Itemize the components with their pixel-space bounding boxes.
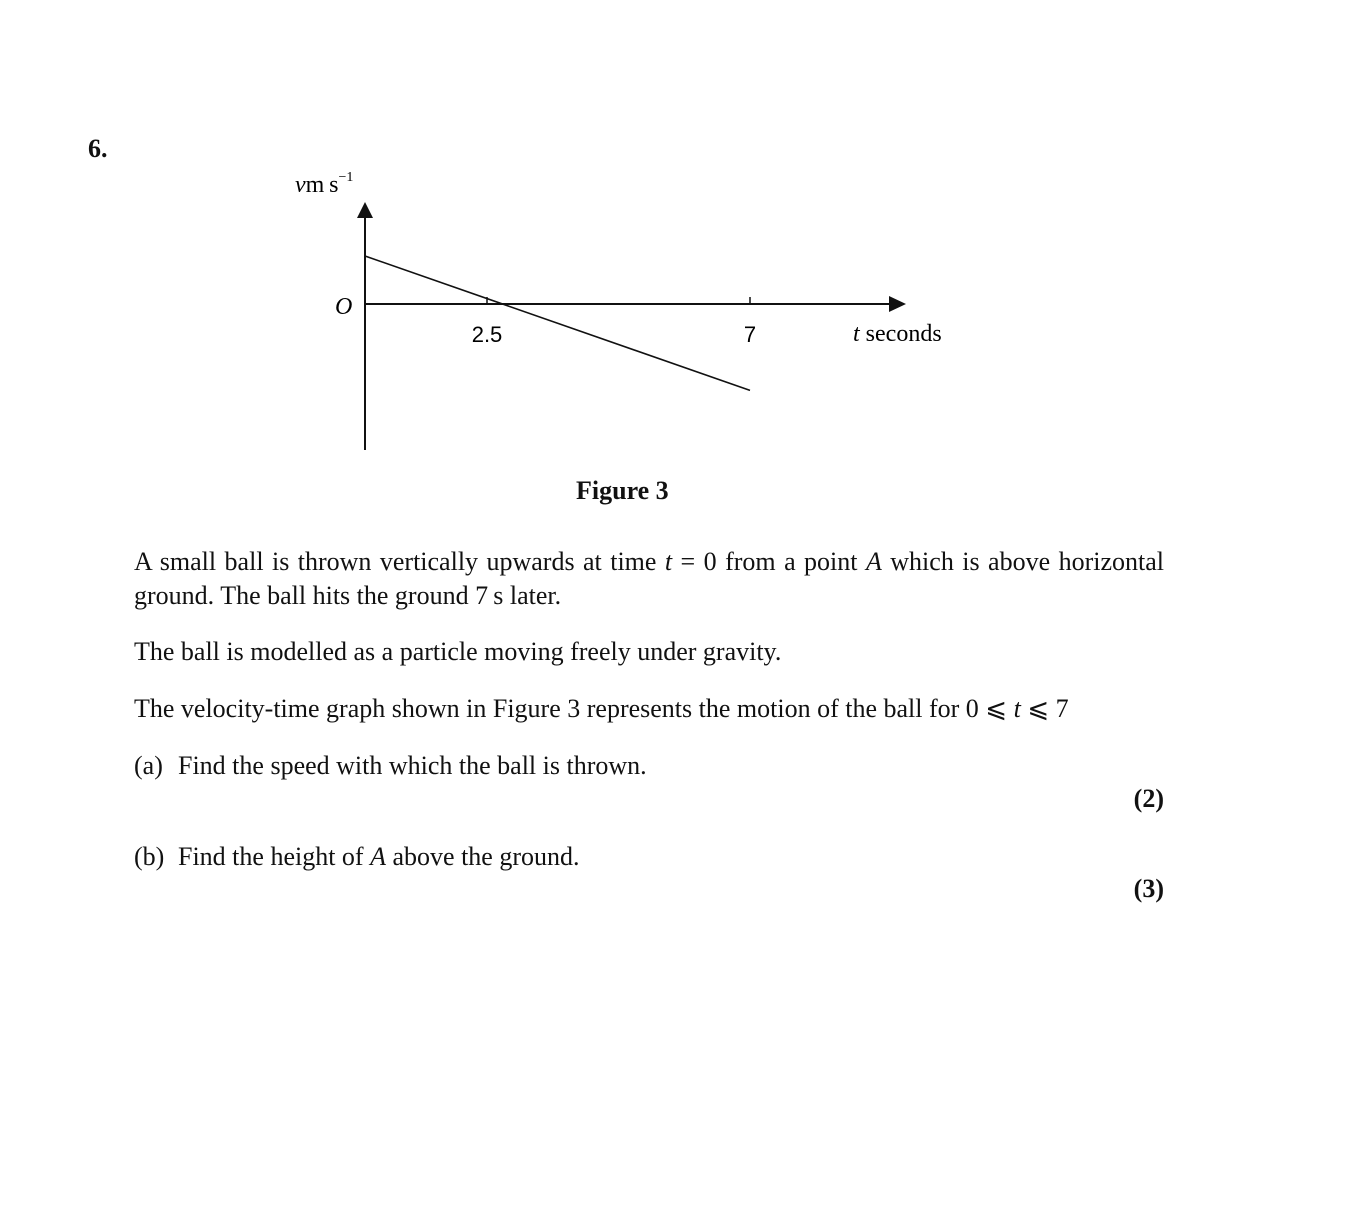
y-axis-label: vm $s^{-1}$ <box>295 170 354 198</box>
part-a-marks: (2) <box>1133 784 1164 813</box>
velocity-time-graph <box>0 0 1351 470</box>
x-axis-arrow <box>889 296 906 312</box>
x-axis-label: t seconds <box>853 321 942 347</box>
part-b <box>134 840 580 874</box>
tick-label-2.5: 2.5 <box>471 322 503 347</box>
y-axis-arrow <box>357 202 373 218</box>
part-a-text: Find the speed with which the ball is thrown. <box>178 751 647 780</box>
question-number: 6. <box>88 134 108 163</box>
velocity-line <box>365 256 750 390</box>
part-a-label: (a) <box>134 751 163 780</box>
part-a <box>134 749 647 783</box>
paragraph-graph-reference: The velocity-time graph shown in Figure 3 represents the motion of the ball for 0 ⩽ t ⩽ 7 <box>134 694 1069 723</box>
tick-label-7: 7 <box>743 322 757 347</box>
paragraph-setup: A small ball is thrown vertically upwards at time t = 0 from a point A which is above horizontal ground. The ball hits the ground 7 s later. <box>134 547 1164 610</box>
part-b-text: Find the height of A above the ground. <box>178 842 580 871</box>
paragraph-model: The ball is modelled as a particle moving freely under gravity. <box>134 637 782 666</box>
part-b-label: (b) <box>134 842 165 871</box>
part-b-marks: (3) <box>1133 874 1164 903</box>
origin-label: O <box>335 294 353 320</box>
figure-caption: Figure 3 <box>576 476 669 505</box>
